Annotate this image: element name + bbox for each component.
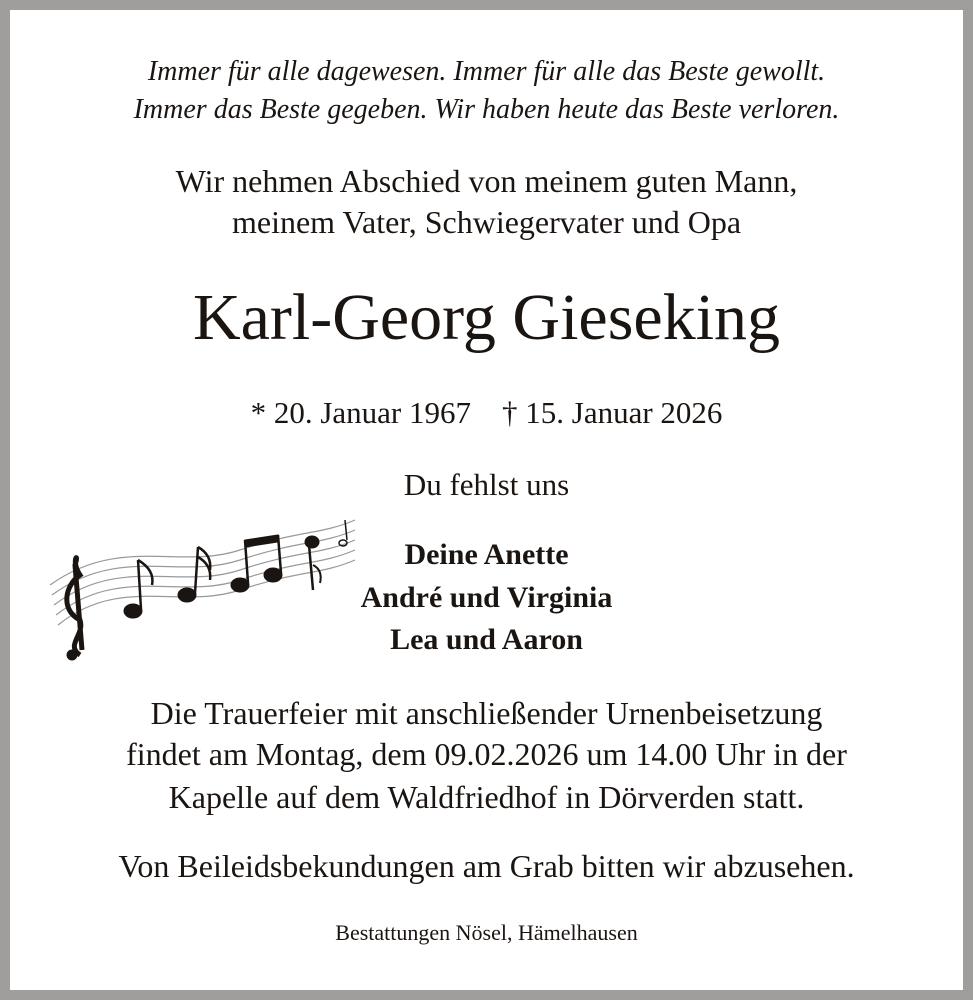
funeral-line-2: findet am Montag, dem 09.02.2026 um 14.00 Uhr in der (126, 736, 847, 772)
mourner-3: Lea und Aaron (390, 623, 583, 656)
motto-line-1: Immer für alle dagewesen. Immer für alle das Beste gewollt. (147, 56, 826, 87)
missed-text: Du fehlst uns (403, 467, 570, 502)
undertaker: Bestattungen Nösel, Hämelhausen (335, 920, 638, 945)
condolence-note: Von Beileidsbekundungen am Grab bitten wir abzusehen. (118, 848, 855, 884)
deceased-name: Karl-Georg Gieseking (192, 281, 781, 354)
intro-line-1: Wir nehmen Abschied von meinem guten Mann, (175, 163, 798, 199)
death-date: † 15. Januar 2026 (502, 395, 723, 430)
motto-line-2: Immer das Beste gegeben. Wir haben heute das Beste verloren. (133, 94, 840, 125)
life-dates (0, 397, 973, 428)
funeral-line-3: Kapelle auf dem Waldfriedhof in Dörverden statt. (168, 779, 805, 815)
funeral-line-1: Die Trauerfeier mit anschließender Urnenbeisetzung (150, 695, 823, 731)
mourner-1: Deine Anette (404, 538, 569, 571)
intro-line-2: meinem Vater, Schwiegervater und Opa (231, 204, 742, 240)
birth-date: * 20. Januar 1967 (250, 395, 471, 430)
mourner-2: André und Virginia (360, 581, 613, 614)
